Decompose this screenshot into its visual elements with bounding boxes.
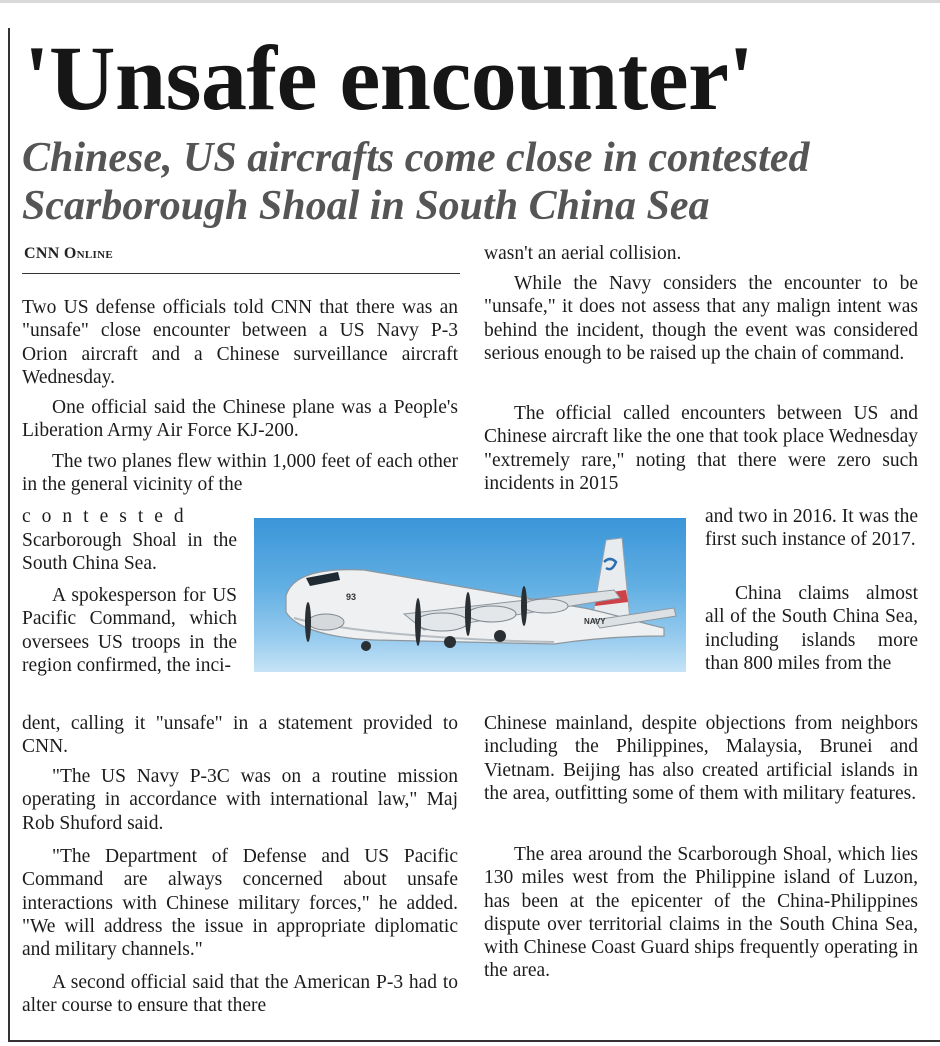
left-paragraph-4-wrap: A spokesperson for US Pacific Command, which oversees US troops in the region confirmed, the inci- bbox=[22, 585, 237, 676]
right-paragraph-5: The area around the Scarborough Shoal, which lies 130 miles west from the Philippine island of Luzon, has been at the epicenter of the China-Philippines dispute over territorial claims in the South China Sea, with Chinese Coast Guard ships frequently operating in the area. bbox=[484, 844, 918, 982]
right-paragraph-2: While the Navy considers the encounter to be "unsafe," it does not assess that any malign intent was behind the incident, though the event was considered serious enough to be raised up the chain of command. bbox=[484, 273, 918, 364]
engine-nacelle-2 bbox=[468, 606, 516, 622]
nose-number: 93 bbox=[346, 592, 357, 602]
left-paragraph-1: Two US defense officials told CNN that there was an "unsafe" close encounter between a US Navy P-3 Orion aircraft and a Chinese surveillance aircraft Wednesday. bbox=[22, 297, 458, 388]
left-paragraph-3-wrap: Scarborough Shoal in the South China Sea. bbox=[22, 530, 237, 575]
tail-fin bbox=[592, 538, 630, 620]
headline: 'Unsafe encounter' bbox=[24, 27, 754, 129]
aircraft-photo bbox=[254, 518, 686, 672]
p3-orion-aircraft-illustration bbox=[254, 518, 686, 672]
left-paragraph-3-wrap-line: contested bbox=[22, 506, 195, 527]
left-paragraph-2: One official said the Chinese plane was a People's Liberation Army Air Force KJ-200. bbox=[22, 397, 458, 442]
page-top-edge bbox=[0, 0, 940, 3]
right-paragraph-3-wrap: and two in 2016. It was the first such instance of 2017. bbox=[705, 506, 918, 551]
left-border-rule bbox=[8, 28, 10, 1040]
right-paragraph-1-end: wasn't an aerial collision. bbox=[484, 243, 682, 264]
subheadline: Chinese, US aircrafts come close in contested Scarborough Shoal in South China Sea bbox=[22, 135, 810, 229]
tail-navy-text: NAVY bbox=[584, 617, 606, 626]
byline: CNN Online bbox=[24, 245, 113, 262]
byline-rule bbox=[22, 273, 460, 274]
left-paragraph-5: "The US Navy P-3C was on a routine mission operating in accordance with international law," Maj Rob Shuford said. bbox=[22, 766, 458, 834]
left-paragraph-6: "The Department of Defense and US Pacific Command are always concerned about unsafe interactions with Chinese military forces," he added. "We will address the issue in appropriate diplomatic and military channels." bbox=[22, 846, 458, 961]
left-paragraph-4-end: dent, calling it "unsafe" in a statement provided to CNN. bbox=[22, 713, 458, 758]
engine-nacelle-4 bbox=[308, 614, 344, 630]
engine-nacelle-1 bbox=[416, 613, 468, 631]
engine-nacelle-3 bbox=[524, 599, 568, 613]
bottom-border-rule bbox=[8, 1040, 940, 1042]
left-paragraph-7: A second official said that the American P-3 had to alter course to ensure that there bbox=[22, 972, 458, 1017]
left-paragraph-3: The two planes flew within 1,000 feet of each other in the general vicinity of the bbox=[22, 451, 458, 496]
right-paragraph-4-wrap: China claims almost all of the South China Sea, including islands more than 800 miles from the bbox=[705, 583, 918, 674]
right-paragraph-3: The official called encounters between US and Chinese aircraft like the one that took place Wednesday "extremely rare," noting that there were zero such incidents in 2015 bbox=[484, 403, 918, 494]
right-paragraph-4-end: Chinese mainland, despite objections from neighbors including the Philippines, Malaysia, Brunei and Vietnam. Beijing has also created artificial islands in the area, outfitting some of them with military features. bbox=[484, 713, 918, 804]
